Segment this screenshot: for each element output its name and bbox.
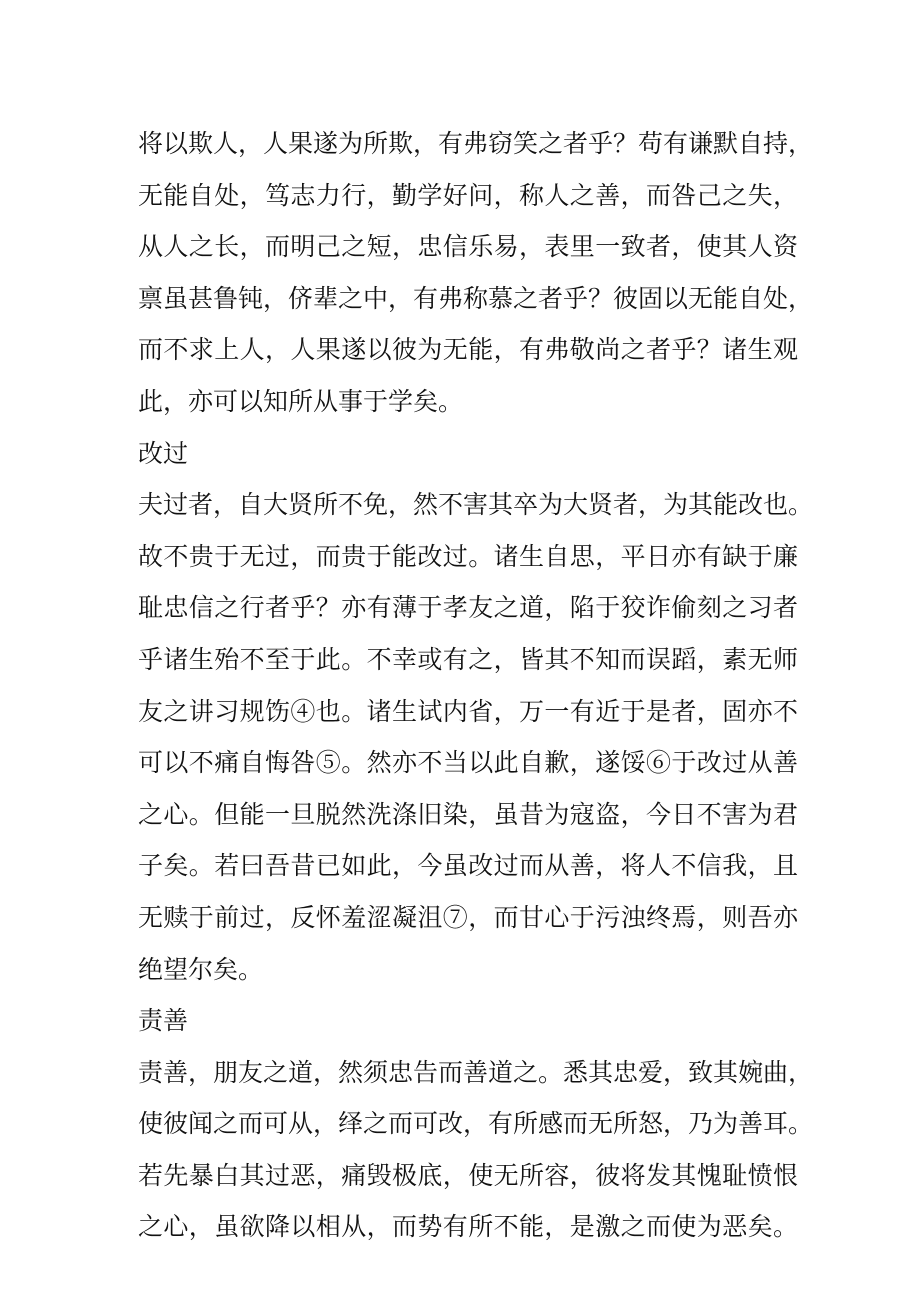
paragraph-line: 友之讲习规饬④也。诸生试内省，万一有近于是者，固亦不 <box>138 696 798 726</box>
paragraph-line: 无能自处，笃志力行，勤学好问，称人之善，而咎己之失， <box>138 180 798 210</box>
paragraph-line: 将以欺人，人果遂为所欺，有弗窃笑之者乎？苟有谦默自持， <box>138 129 814 158</box>
document-text <box>138 118 814 1253</box>
paragraph-line: 之心。但能一旦脱然洗涤旧染，虽昔为寇盗，今日不害为君 <box>138 799 798 829</box>
paragraph-line: 若先暴白其过恶，痛毁极底，使无所容，彼将发其愧耻愤恨 <box>138 1160 798 1190</box>
paragraph-line: 绝望尔矣。 <box>138 954 264 984</box>
section-heading-zeshan: 责善 <box>138 1006 189 1036</box>
paragraph-line: 耻忠信之行者乎？亦有薄于孝友之道，陷于狡诈偷刻之习者 <box>138 593 798 623</box>
paragraph-line: 夫过者，自大贤所不免，然不害其卒为大贤者，为其能改也。 <box>138 490 814 520</box>
paragraph-line: 可以不痛自悔咎⑤。然亦不当以此自歉，遂馁⑥于改过从善 <box>138 748 798 778</box>
paragraph-line: 从人之长，而明己之短，忠信乐易，表里一致者，使其人资 <box>138 232 798 262</box>
section-heading-gaiguo: 改过 <box>138 438 189 468</box>
paragraph-line: 乎诸生殆不至于此。不幸或有之，皆其不知而误蹈，素无师 <box>138 644 798 674</box>
paragraph-line: 无赎于前过，反怀羞涩凝沮⑦，而甘心于污浊终焉，则吾亦 <box>138 902 798 932</box>
paragraph-line: 禀虽甚鲁钝，侪辈之中，有弗称慕之者乎？彼固以无能自处， <box>138 283 814 313</box>
paragraph-line: 子矣。若曰吾昔已如此，今虽改过而从善，将人不信我，且 <box>138 851 798 881</box>
paragraph-line: 而不求上人，人果遂以彼为无能，有弗敬尚之者乎？诸生观 <box>138 335 798 365</box>
paragraph-line: 此，亦可以知所从事于学矣。 <box>138 386 464 416</box>
paragraph-line: 使彼闻之而可从，绎之而可改，有所感而无所怒，乃为善耳。 <box>138 1109 814 1139</box>
paragraph-line: 故不贵于无过，而贵于能改过。诸生自思，平日亦有缺于廉 <box>138 541 798 571</box>
paragraph-line: 责善，朋友之道，然须忠告而善道之。悉其忠爱，致其婉曲， <box>138 1057 814 1087</box>
paragraph-line: 之心，虽欲降以相从，而势有所不能，是激之而使为恶矣。 <box>138 1212 798 1242</box>
